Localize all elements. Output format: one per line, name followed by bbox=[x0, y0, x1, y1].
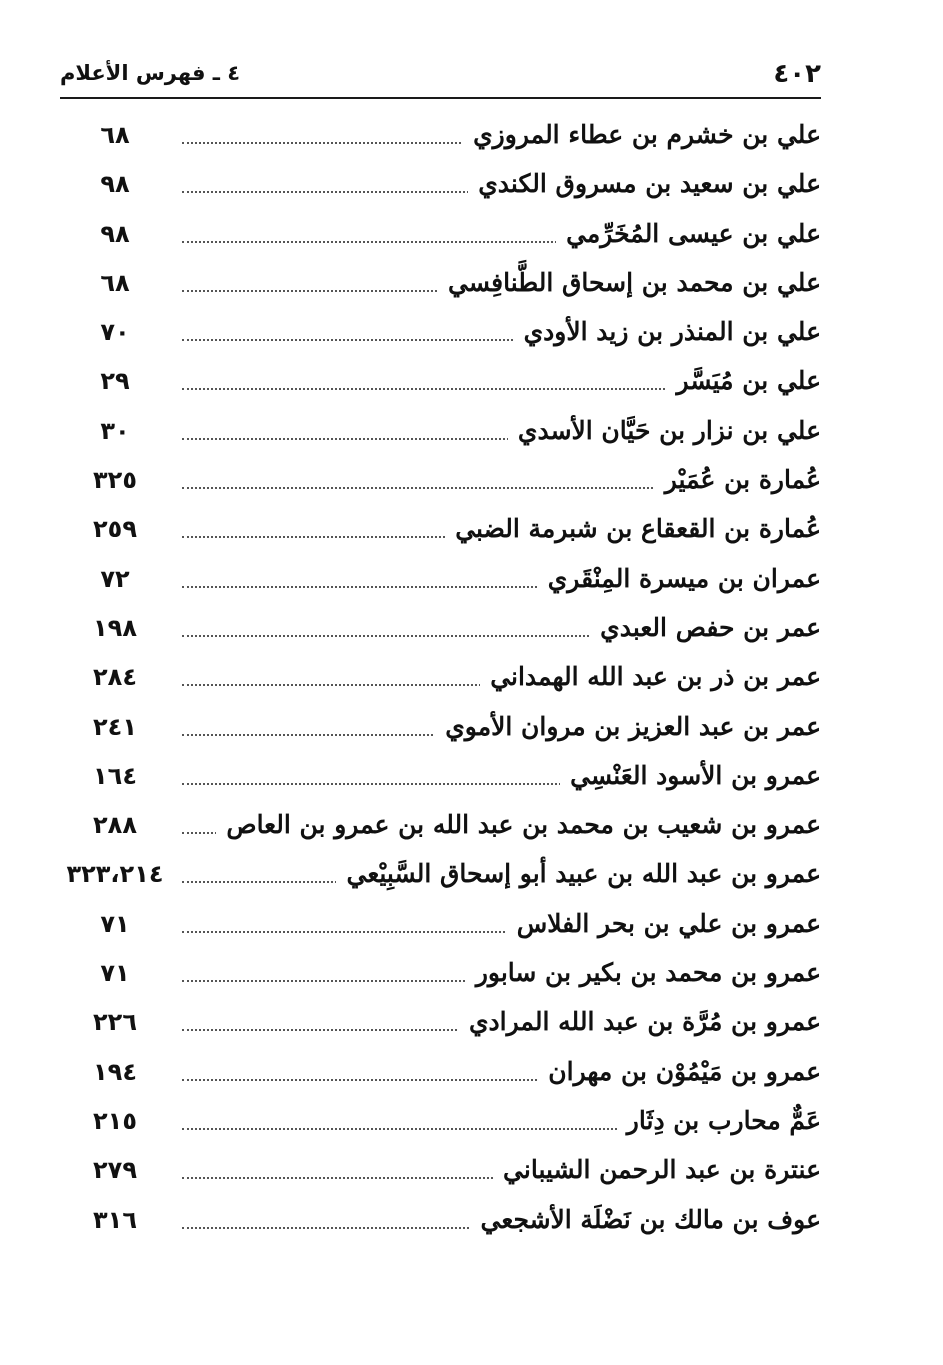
entry-name: عمر بن ذر بن عبد الله الهمداني bbox=[480, 660, 821, 694]
entry-name: علي بن خشرم بن عطاء المروزي bbox=[463, 118, 821, 152]
entry-page-number: ٢٩ bbox=[100, 367, 130, 396]
index-entry bbox=[60, 358, 821, 407]
entry-name: علي بن مُيَسَّر bbox=[667, 364, 821, 398]
entry-page-number: ٧٠ bbox=[100, 318, 130, 347]
index-entry bbox=[60, 704, 821, 753]
entry-name: عوف بن مالك بن نَضْلَة الأشجعي bbox=[471, 1203, 821, 1237]
entry-name: عمرو بن الأسود العَنْسِي bbox=[560, 759, 821, 793]
index-entry bbox=[60, 211, 821, 260]
index-entry bbox=[60, 1147, 821, 1196]
index-entry bbox=[60, 654, 821, 703]
entry-page-number: ٩٨ bbox=[100, 219, 130, 248]
entry-page-number: ١٩٤ bbox=[93, 1057, 137, 1086]
entry-name: عَمٌّ محارب بن دِثَار bbox=[617, 1104, 821, 1138]
index-entry bbox=[60, 309, 821, 358]
entry-name: عمرو بن مُرَّة بن عبد الله المرادي bbox=[459, 1005, 821, 1039]
index-entry bbox=[60, 753, 821, 802]
entry-page-number: ٢٢٦ bbox=[93, 1008, 137, 1037]
index-entry bbox=[60, 556, 821, 605]
entry-page-number: ٢٨٨ bbox=[93, 811, 137, 840]
index-entry bbox=[60, 851, 821, 900]
entry-page-number: ٢٥٩ bbox=[93, 515, 137, 544]
entry-page-number: ٢١٥ bbox=[93, 1106, 137, 1135]
entry-page-number: ٦٨ bbox=[100, 121, 130, 149]
entry-page-number: ٧١ bbox=[100, 959, 130, 988]
entry-name: عمرو بن شعيب بن محمد بن عبد الله بن عمرو بن العاص bbox=[216, 808, 821, 842]
index-entry bbox=[60, 506, 821, 555]
index-entry bbox=[60, 112, 821, 161]
entry-name: علي بن المنذر بن زيد الأودي bbox=[514, 315, 821, 349]
index-entry bbox=[60, 950, 821, 999]
entry-page-number: ٩٨ bbox=[100, 170, 130, 199]
entry-name: علي بن سعيد بن مسروق الكندي bbox=[468, 167, 821, 201]
entry-name: علي بن عيسى المُخَرِّمي bbox=[556, 217, 821, 251]
entry-page-number: ٢٤١ bbox=[93, 712, 137, 741]
section-title: ٤ ـ فهرس الأعلام bbox=[60, 61, 241, 85]
entry-name: عمرو بن مَيْمُوْن بن مهران bbox=[538, 1055, 821, 1089]
index-entry bbox=[60, 901, 821, 950]
entry-name: عمر بن عبد العزيز بن مروان الأموي bbox=[435, 710, 821, 744]
entry-page-number: ٢٨٤ bbox=[93, 663, 137, 692]
page-number: ٤٠٢ bbox=[773, 59, 821, 89]
index-entry bbox=[60, 605, 821, 654]
index-entry bbox=[60, 408, 821, 457]
index-entry bbox=[60, 999, 821, 1048]
entry-name: عمرو بن علي بن بحر الفلاس bbox=[507, 907, 821, 941]
index-entry bbox=[60, 802, 821, 851]
entry-name: عمران بن ميسرة المِنْقَري bbox=[538, 562, 821, 596]
index-entry bbox=[60, 1098, 821, 1147]
entry-page-number: ١٩٨ bbox=[93, 613, 137, 642]
entry-name: عُمارة بن عُمَيْر bbox=[655, 463, 821, 497]
index-entry bbox=[60, 457, 821, 506]
index-entry bbox=[60, 260, 821, 309]
entry-page-number: ٢٧٩ bbox=[93, 1156, 137, 1185]
entry-page-number: ٣١٦ bbox=[93, 1205, 137, 1234]
index-entry bbox=[60, 1197, 821, 1246]
index-entry bbox=[60, 161, 821, 210]
entry-name: عمرو بن عبد الله بن عبيد أبو إسحاق السَّبِيْعي bbox=[336, 857, 821, 891]
entry-page-number: ٣٠ bbox=[100, 416, 130, 445]
entry-page-number: ٣٢٣،٢١٤ bbox=[66, 860, 164, 889]
entry-page-number: ٧١ bbox=[100, 909, 130, 938]
entry-page-number: ٦٨ bbox=[100, 268, 130, 297]
entry-name: علي بن نزار بن حَيَّان الأسدي bbox=[508, 414, 821, 448]
entry-name: عمرو بن محمد بن بكير بن سابور bbox=[466, 956, 821, 990]
index-entry bbox=[60, 1049, 821, 1098]
entry-page-number: ٧٢ bbox=[100, 564, 130, 593]
entry-page-number: ٣٢٥ bbox=[93, 466, 137, 495]
entry-name: عمر بن حفص العبدي bbox=[590, 611, 821, 645]
index-list bbox=[60, 112, 821, 1246]
entry-page-number: ١٦٤ bbox=[93, 761, 137, 790]
entry-name: علي بن محمد بن إسحاق الطَّنافِسي bbox=[438, 266, 821, 300]
entry-name: عُمارة بن القعقاع بن شبرمة الضبي bbox=[445, 512, 821, 546]
entry-name: عنترة بن عبد الرحمن الشيباني bbox=[493, 1153, 821, 1187]
page-header bbox=[60, 55, 821, 99]
